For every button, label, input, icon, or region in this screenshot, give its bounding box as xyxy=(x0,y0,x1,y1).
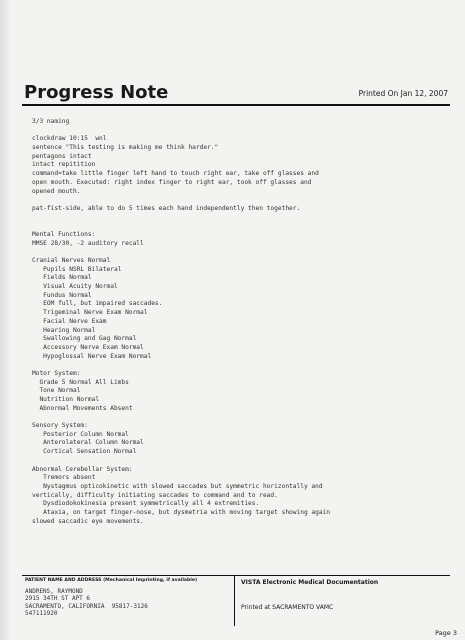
note-line: Trigeminal Nerve Exam Normal xyxy=(32,309,148,317)
note-line: Fields Normal xyxy=(32,274,92,282)
note-line: Nystagmus opticokinetic with slowed saccades but symmetric horizontally and xyxy=(32,482,323,490)
note-line: command=take little finger left hand to touch right ear, take off glasses and xyxy=(32,170,319,178)
scan-edge xyxy=(0,0,10,640)
page-title: Progress Note xyxy=(24,82,169,103)
page-number: Page 3 xyxy=(435,629,457,637)
patient-label: PATIENT NAME AND ADDRESS (Mechanical Imprinting, if available) xyxy=(25,578,198,583)
note-line: clockdraw 10:15 wnl xyxy=(32,135,107,143)
note-line: sentence "This testing is making me think harder." xyxy=(32,144,219,152)
note-line: Cortical Sensation Normal xyxy=(32,448,137,456)
note-line: intact repitition xyxy=(32,161,96,169)
note-line xyxy=(32,248,442,257)
note-line xyxy=(32,457,442,466)
note-line: Nutrition Normal xyxy=(32,396,100,403)
note-line xyxy=(32,196,442,205)
note-line: Hearing Normal xyxy=(32,326,96,334)
note-line: Abnormal Movements Absent xyxy=(32,404,133,412)
note-line: Abnormal Cerebellar System: xyxy=(32,465,133,473)
note-line: Mental Functions: xyxy=(32,230,96,238)
note-line: Hypoglossal Nerve Exam Normal xyxy=(32,352,152,360)
note-line: pentagons intact xyxy=(32,152,92,160)
note-line xyxy=(32,127,442,136)
note-line: Cranial Nerves Normal xyxy=(32,257,111,264)
note-line: vertically, difficulty initiating saccades to command and to read. xyxy=(32,491,278,499)
note-line: pat-fist-side, able to do 5 times each hand independently then together. xyxy=(32,204,301,212)
note-line: Swallowing and Gag Normal xyxy=(32,335,137,343)
note-line: Posterior Column Normal xyxy=(32,430,129,438)
note-header xyxy=(22,80,450,106)
note-line: Sensory System: xyxy=(32,422,88,430)
note-line xyxy=(32,361,442,370)
note-body xyxy=(32,118,442,526)
patient-box xyxy=(22,576,235,626)
note-line: Dysdiodokokinesia present symmetrically all 4 extremities. xyxy=(32,500,260,508)
footer xyxy=(22,575,450,626)
note-line: MMSE 28/30, -2 auditory recall xyxy=(32,239,144,247)
printed-at: Printed at SACRAMENTO VAMC xyxy=(241,604,334,611)
printed-on-date: Printed On Jan 12, 2007 xyxy=(358,89,448,98)
note-line: EOM full, but impaired saccades. xyxy=(32,300,163,308)
patient-id: 547111920 xyxy=(25,610,58,618)
patient-address-line1: 2915 34TH ST APT 6 xyxy=(25,595,91,603)
note-line: Motor System: xyxy=(32,369,81,377)
patient-address-line2: SACRAMENTO, CALIFORNIA 95817-3126 xyxy=(25,602,148,610)
note-line: Pupils NSRL Bilateral xyxy=(32,265,122,273)
note-line xyxy=(32,413,442,422)
note-line: Ataxia, on target finger-nose, but dysmetria with moving target showing again xyxy=(32,508,331,516)
vista-title: VISTA Electronic Medical Documentation xyxy=(241,579,379,586)
note-line: Fundus Normal xyxy=(32,291,92,299)
note-line xyxy=(32,222,442,231)
note-line xyxy=(32,214,442,223)
note-line: Anterolateral Column Normal xyxy=(32,439,144,447)
patient-info xyxy=(25,588,148,618)
note-line: 3/3 naming xyxy=(32,118,70,125)
note-line: Tone Normal xyxy=(32,387,81,395)
note-line: Visual Acuity Normal xyxy=(32,283,118,291)
note-line: slowed saccadic eye movements. xyxy=(32,517,144,525)
note-line: open mouth. Executed: right index finger to right ear, took off glasses and xyxy=(32,178,312,186)
note-line: Accessory Nerve Exam Normal xyxy=(32,343,144,351)
note-line: opened mouth. xyxy=(32,187,81,195)
patient-name: ANDRENS, RAYMOND xyxy=(25,588,83,595)
note-line: Facial Nerve Exam xyxy=(32,317,107,325)
note-line: Tremors absent xyxy=(32,474,96,482)
note-line: Grade 5 Normal All Limbs xyxy=(32,378,129,386)
